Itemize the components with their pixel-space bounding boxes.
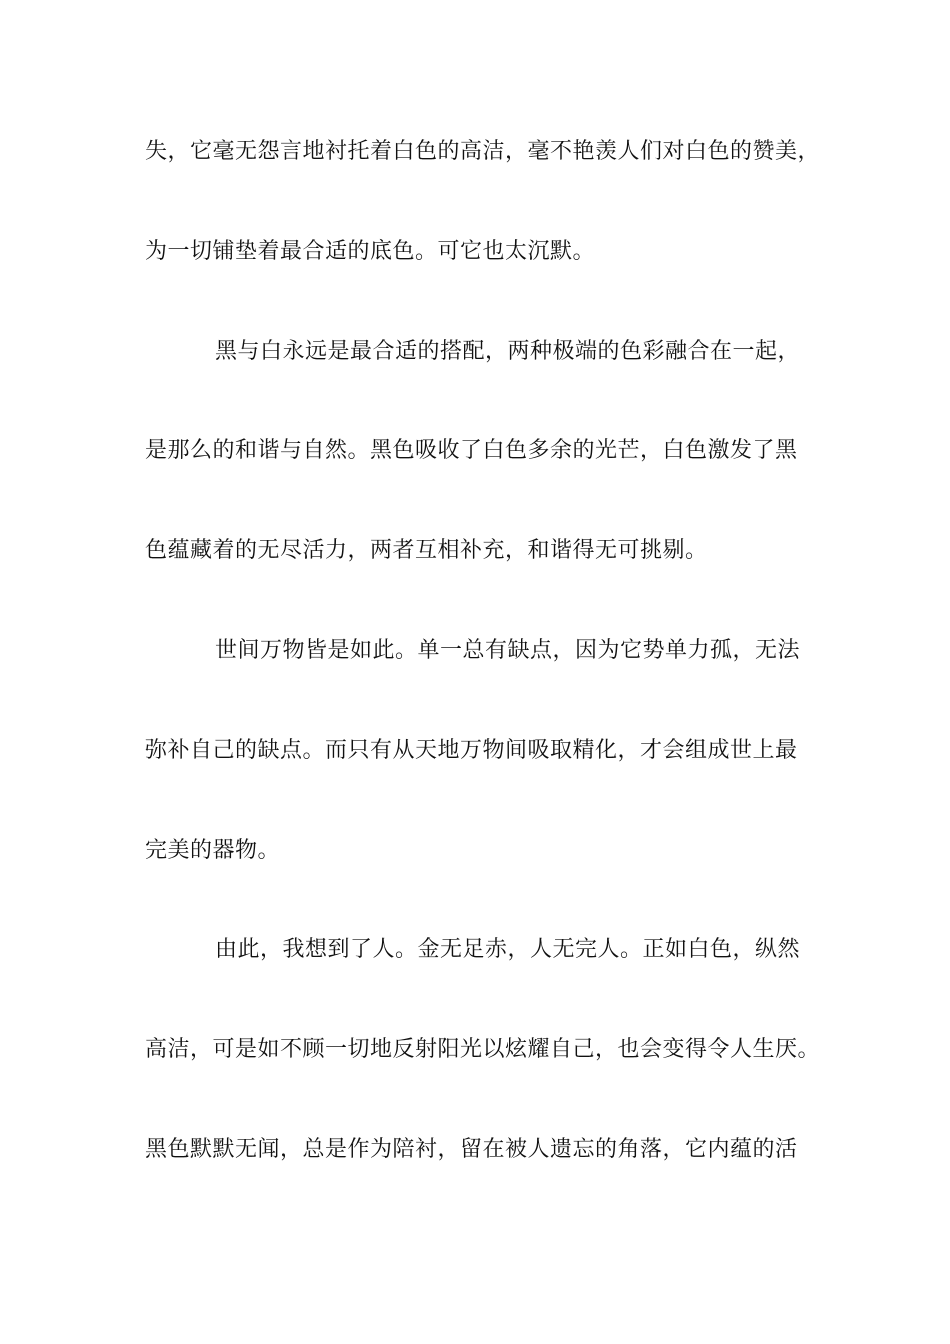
text-line-10: 高洁，可是如不顾一切地反射阳光以炫耀自己，也会变得令人生厌。 [145, 1037, 821, 1062]
text-line-2: 为一切铺垫着最合适的底色。可它也太沉默。 [145, 239, 596, 264]
text-line-1: 失，它毫无怨言地衬托着白色的高洁，毫不艳羡人们对白色的赞美， [145, 139, 821, 164]
text-line-7: 弥补自己的缺点。而只有从天地万物间吸取精化，才会组成世上最 [145, 738, 798, 763]
text-line-8: 完美的器物。 [145, 838, 281, 863]
paragraph-start-line: 黑与白永远是最合适的搭配，两种极端的色彩融合在一起， [215, 339, 801, 364]
text-line-5: 色蕴藏着的无尽活力，两者互相补充，和谐得无可挑剔。 [145, 538, 708, 563]
text-line-4: 是那么的和谐与自然。黑色吸收了白色多余的光芒，白色激发了黑 [145, 438, 798, 463]
paragraph-start-line: 由此，我想到了人。金无足赤，人无完人。正如白色，纵然 [215, 937, 801, 962]
paragraph-start-line: 世间万物皆是如此。单一总有缺点，因为它势单力孤，无法 [215, 638, 801, 663]
text-line-11: 黑色默默无闻，总是作为陪衬，留在被人遗忘的角落，它内蕴的活 [145, 1137, 798, 1162]
